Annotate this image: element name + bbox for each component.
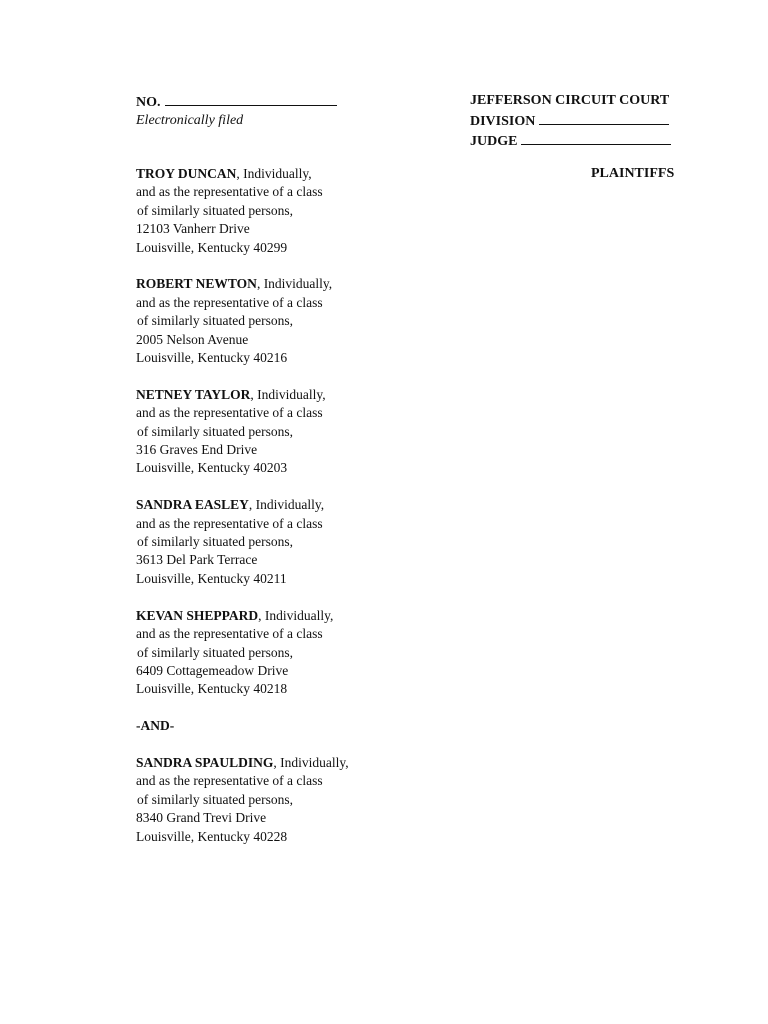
- party-city: Louisville, Kentucky 40299: [136, 239, 288, 255]
- judge-line: [470, 131, 671, 152]
- party-name: ROBERT NEWTON: [136, 276, 257, 292]
- and-separator: -AND-: [136, 718, 175, 734]
- division-label: DIVISION: [470, 113, 536, 129]
- party-suffix: , Individually,: [273, 754, 349, 770]
- party-name: TROY DUNCAN: [136, 166, 237, 181]
- case-number-label: NO.: [136, 95, 161, 110]
- division-line: [470, 111, 671, 132]
- party-entry: [136, 275, 456, 367]
- party-street: 3613 Del Park Terrace: [136, 552, 258, 568]
- party-class-line: and as the representative of a class: [136, 515, 323, 531]
- party-class-line: of similarly situated persons,: [137, 644, 293, 660]
- party-suffix: , Individually,: [250, 386, 326, 402]
- party-name: KEVAN SHEPPARD: [136, 607, 259, 623]
- party-entry: [136, 386, 456, 478]
- party-name: SANDRA EASLEY: [136, 497, 249, 513]
- party-class-line: of similarly situated persons,: [137, 791, 293, 807]
- party-street: 6409 Cottagemeadow Drive: [136, 662, 289, 678]
- party-suffix: , Individually,: [248, 497, 325, 513]
- party-entry: [136, 496, 456, 588]
- party-class-line: and as the representative of a class: [136, 773, 323, 789]
- party-class-line: of similarly situated persons,: [137, 313, 293, 329]
- plaintiffs-label: PLAINTIFFS: [591, 166, 675, 181]
- party-street: 8340 Grand Trevi Drive: [136, 810, 267, 826]
- party-class-line: of similarly situated persons,: [137, 423, 293, 439]
- party-entry: [136, 165, 456, 257]
- judge-label: JUDGE: [470, 134, 518, 149]
- party-class-line: and as the representative of a class: [136, 405, 323, 421]
- party-city: Louisville, Kentucky 40211: [136, 570, 287, 586]
- electronic-filing-note: Electronically filed: [136, 113, 244, 128]
- party-street: 2005 Nelson Avenue: [136, 331, 249, 347]
- party-name: NETNEY TAYLOR: [136, 386, 251, 402]
- party-name: SANDRA SPAULDING: [136, 754, 274, 770]
- party-entry: [136, 607, 456, 699]
- party-street: 12103 Vanherr Drive: [136, 221, 250, 237]
- party-suffix: , Individually,: [236, 166, 312, 181]
- party-entry: [136, 754, 456, 846]
- party-street: 316 Graves End Drive: [136, 442, 258, 458]
- party-city: Louisville, Kentucky 40228: [136, 828, 288, 844]
- party-class-line: and as the representative of a class: [136, 294, 323, 310]
- party-class-line: and as the representative of a class: [136, 626, 323, 642]
- division-blank: [539, 111, 669, 125]
- case-number-blank: [165, 92, 337, 106]
- party-class-line: of similarly situated persons,: [137, 202, 293, 218]
- judge-blank: [521, 131, 671, 145]
- party-suffix: , Individually,: [258, 607, 334, 623]
- party-class-line: of similarly situated persons,: [137, 534, 293, 550]
- case-number-line: [136, 92, 337, 112]
- court-block: [470, 92, 671, 152]
- party-city: Louisville, Kentucky 40203: [136, 460, 288, 476]
- party-class-line: and as the representative of a class: [136, 184, 323, 200]
- party-city: Louisville, Kentucky 40218: [136, 681, 288, 697]
- party-list: [136, 165, 456, 864]
- case-number-block: [136, 92, 337, 130]
- party-suffix: , Individually,: [256, 276, 333, 292]
- court-name: JEFFERSON CIRCUIT COURT: [470, 93, 670, 108]
- party-city: Louisville, Kentucky 40216: [136, 350, 288, 366]
